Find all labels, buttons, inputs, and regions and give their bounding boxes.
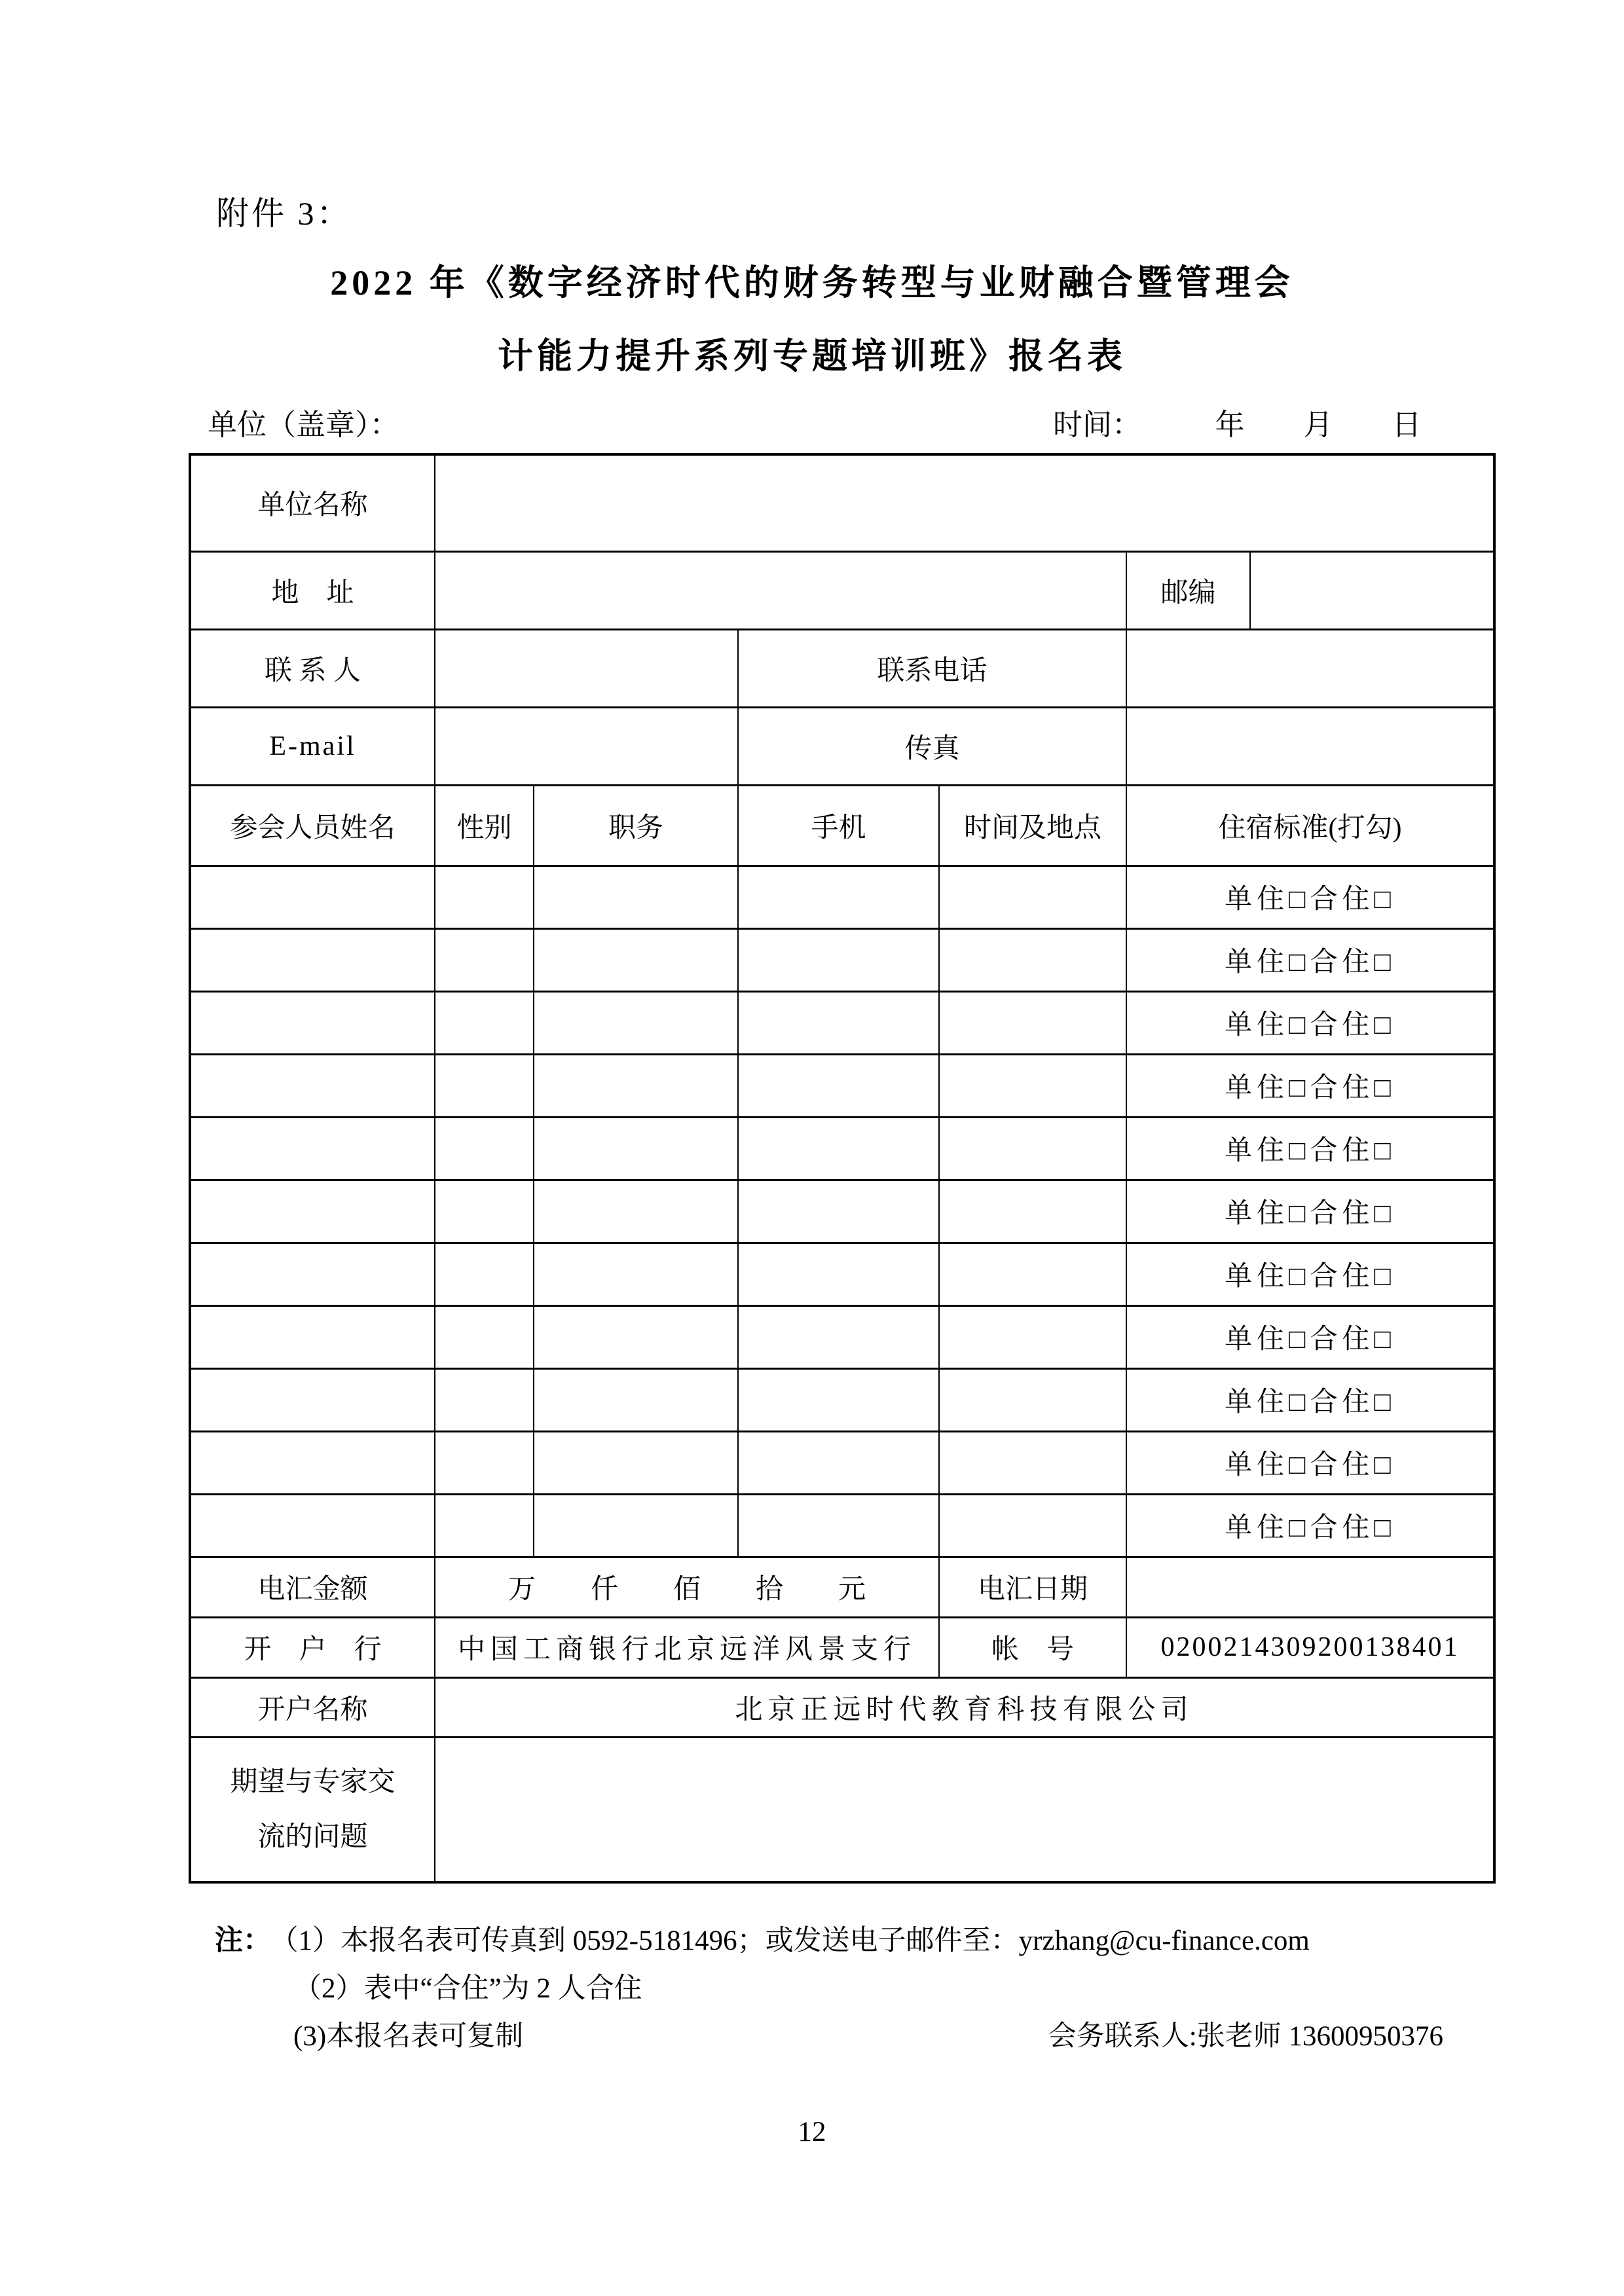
bank-row [190,1617,1494,1677]
participant-time-place-cell [939,1054,1126,1117]
bank-label-cell: 开 户 行 [190,1617,435,1677]
header-mobile-cell: 手机 [738,785,939,866]
lodging-option-cell: 单住□合住□ [1126,1243,1494,1305]
form-title-line2: 计能力提升系列专题培训班》报名表 [498,337,1126,376]
participant-time-place-cell [939,1180,1126,1243]
wire-amount-units-cell: 万 仟 佰 拾 元 [435,1557,939,1617]
participant-mobile-cell [738,1494,939,1557]
participant-position-cell [534,1368,738,1431]
participant-position-cell [534,1243,738,1305]
contact-phone-value-cell [1126,629,1494,707]
email-value-cell [435,707,738,785]
participant-name-cell [190,1117,435,1180]
expectation-label-line2: 流的问题 [257,1821,368,1852]
contact-phone-label-cell: 联系电话 [738,629,1126,707]
table-row [190,551,1494,629]
postcode-value-cell [1250,551,1494,629]
participant-position-cell [534,1494,738,1557]
participant-name-cell [190,1243,435,1305]
registration-table [189,453,1496,1884]
participant-gender-cell [435,991,534,1054]
fax-label-cell: 传真 [738,707,1126,785]
lodging-option-cell: 单住□合住□ [1126,1117,1494,1180]
participant-gender-cell [435,866,534,928]
lodging-option-cell: 单住□合住□ [1126,1180,1494,1243]
participant-gender-cell [435,1117,534,1180]
participant-position-cell [534,1054,738,1117]
postcode-label-cell: 邮编 [1126,551,1250,629]
lodging-option-cell: 单住□合住□ [1126,928,1494,991]
participant-time-place-cell [939,1243,1126,1305]
participant-gender-cell [435,1431,534,1494]
participant-time-place-cell [939,1494,1126,1557]
participant-name-cell [190,991,435,1054]
fax-value-cell [1126,707,1494,785]
participant-name-cell [190,1305,435,1368]
page-number: 12 [798,2117,826,2147]
lodging-option-cell: 单住□合住□ [1126,1368,1494,1431]
address-value-cell [435,551,1126,629]
address-label-cell: 地 址 [190,551,435,629]
participant-row [190,1368,1494,1431]
lodging-option-cell: 单住□合住□ [1126,866,1494,928]
participant-mobile-cell [738,1431,939,1494]
participant-position-cell [534,1180,738,1243]
lodging-option-cell: 单住□合住□ [1126,1305,1494,1368]
participant-position-cell [534,866,738,928]
contact-label-cell: 联 系 人 [190,629,435,707]
participant-time-place-cell [939,1431,1126,1494]
account-no-label-cell: 帐 号 [939,1617,1126,1677]
participant-row [190,1431,1494,1494]
lodging-option-cell: 单住□合住□ [1126,991,1494,1054]
lodging-option-cell: 单住□合住□ [1126,1431,1494,1494]
participant-row [190,1305,1494,1368]
footnotes [215,1917,1443,2060]
participant-position-cell [534,1305,738,1368]
participant-row [190,991,1494,1054]
participant-mobile-cell [738,1180,939,1243]
footnote-line2 [215,1965,1443,2013]
participant-mobile-cell [738,1243,939,1305]
footnote-prefix: 注： [215,1925,271,1956]
participant-row [190,1180,1494,1243]
participant-row [190,1243,1494,1305]
participant-position-cell [534,1431,738,1494]
participant-mobile-cell [738,1117,939,1180]
wire-amount-label-cell: 电汇金额 [190,1557,435,1617]
footnote-line3 [215,2013,1443,2060]
participant-mobile-cell [738,1054,939,1117]
account-name-label-cell: 开户名称 [190,1677,435,1737]
footnote-2: （2）表中“合住”为 2 人合住 [293,1973,642,2004]
participant-gender-cell [435,928,534,991]
participant-name-cell [190,1494,435,1557]
time-date-blanks: 时间： 年 月 日 [1053,409,1422,441]
participant-gender-cell [435,1180,534,1243]
participant-name-cell [190,1368,435,1431]
participant-mobile-cell [738,1368,939,1431]
unit-name-value-cell [435,454,1494,551]
participant-row [190,1117,1494,1180]
header-lodging-cell: 住宿标准(打勾) [1126,785,1494,866]
conference-contact: 会务联系人:张老师 13600950376 [1048,2021,1443,2052]
lodging-option-cell: 单住□合住□ [1126,1054,1494,1117]
participant-time-place-cell [939,1305,1126,1368]
expectation-label-line1: 期望与专家交 [230,1766,396,1797]
participant-gender-cell [435,1054,534,1117]
participant-position-cell [534,991,738,1054]
participant-gender-cell [435,1494,534,1557]
bank-value-cell: 中国工商银行北京远洋风景支行 [435,1617,939,1677]
account-no-value-cell: 0200214309200138401 [1126,1617,1494,1677]
form-title [0,246,1624,393]
form-title-line1: 2022 年《数字经济时代的财务转型与业财融合暨管理会 [330,263,1294,302]
participant-time-place-cell [939,1117,1126,1180]
participant-name-cell [190,866,435,928]
attachment-label: 附件 3： [216,195,352,232]
participants-header-row [190,785,1494,866]
contact-value-cell [435,629,738,707]
participant-row [190,1494,1494,1557]
participant-mobile-cell [738,866,939,928]
table-row [190,629,1494,707]
participant-time-place-cell [939,991,1126,1054]
participant-gender-cell [435,1243,534,1305]
participant-row [190,928,1494,991]
footnote-3: (3)本报名表可复制 [293,2021,524,2052]
participant-time-place-cell [939,928,1126,991]
account-name-row [190,1677,1494,1737]
unit-name-label-cell: 单位名称 [190,454,435,551]
participant-position-cell [534,1117,738,1180]
participant-mobile-cell [738,991,939,1054]
header-time-place-cell: 时间及地点 [939,785,1126,866]
participant-row [190,1054,1494,1117]
lodging-option-cell: 单住□合住□ [1126,1494,1494,1557]
email-label-cell: E-mail [190,707,435,785]
wire-date-label-cell: 电汇日期 [939,1557,1126,1617]
footnote-line1 [215,1917,1443,1965]
footnote-1: （1）本报名表可传真到 0592-5181496；或发送电子邮件至：yrzhang@cu-finance.com [284,1925,1310,1956]
header-name-cell: 参会人员姓名 [190,785,435,866]
expectation-row [190,1737,1494,1882]
participant-gender-cell [435,1305,534,1368]
wire-amount-row [190,1557,1494,1617]
table-row [190,454,1494,551]
participant-position-cell [534,928,738,991]
account-name-value-cell: 北京正远时代教育科技有限公司 [435,1677,1494,1737]
participant-time-place-cell [939,866,1126,928]
expectation-value-cell [435,1737,1494,1882]
participant-row [190,866,1494,928]
participant-name-cell [190,1431,435,1494]
participant-name-cell [190,1180,435,1243]
wire-date-value-cell [1126,1557,1494,1617]
header-position-cell: 职务 [534,785,738,866]
participant-mobile-cell [738,1305,939,1368]
header-gender-cell: 性别 [435,785,534,866]
unit-seal-label: 单位（盖章）： [208,409,399,441]
participant-name-cell [190,928,435,991]
participant-gender-cell [435,1368,534,1431]
participant-mobile-cell [738,928,939,991]
participant-name-cell [190,1054,435,1117]
expectation-label-cell [190,1737,435,1882]
participant-time-place-cell [939,1368,1126,1431]
table-row [190,707,1494,785]
